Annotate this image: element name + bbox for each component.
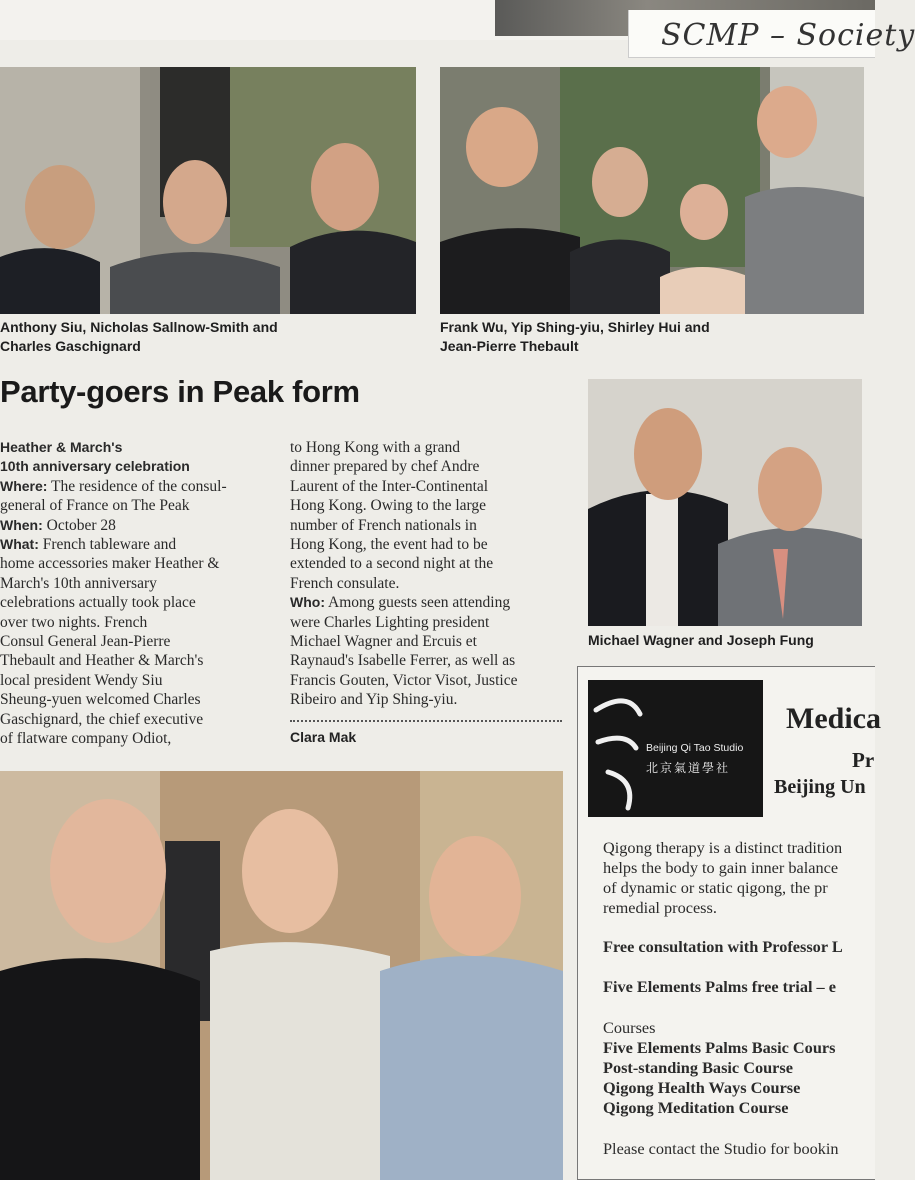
ad-consultation: Free consultation with Professor L xyxy=(603,937,843,956)
caption-line: Michael Wagner and Joseph Fung xyxy=(588,632,814,648)
ad-free-trial: Five Elements Palms free trial – e xyxy=(603,977,836,996)
ad-line: Qigong therapy is a distinct tradition xyxy=(603,838,843,857)
article-line: 10th anniversary celebration xyxy=(0,458,190,475)
photo-michael-joseph xyxy=(588,379,862,626)
article-line: extended to a second night at the xyxy=(290,555,494,573)
ad-line: remedial process. xyxy=(603,898,717,917)
article-line: French consulate. xyxy=(290,574,400,592)
article-line: celebrations actually took place xyxy=(0,594,196,612)
ad-courses-list xyxy=(603,1038,835,1118)
article-line: Sheung-yuen welcomed Charles xyxy=(0,691,201,709)
logo-chinese-name: 北京氣道學社 xyxy=(646,761,731,775)
photo2-caption xyxy=(440,318,710,356)
photo3-caption xyxy=(588,631,814,650)
article-line: dinner prepared by chef Andre xyxy=(290,458,480,476)
article-line: general of France on The Peak xyxy=(0,497,190,515)
article-headline: Party-goers in Peak form xyxy=(0,374,360,409)
article-column-1 xyxy=(0,438,275,749)
article-line: March's 10th anniversary xyxy=(0,574,157,592)
photo1-caption xyxy=(0,318,278,356)
article-column-2 xyxy=(290,438,570,710)
article-line: Michael Wagner and Ercuis et xyxy=(290,633,477,651)
article-line: Raynaud's Isabelle Ferrer, as well as xyxy=(290,652,516,670)
handwritten-note: SCMP – Society xyxy=(628,10,875,58)
ad-subtitle-1: Pr xyxy=(852,748,875,772)
article-byline: Clara Mak xyxy=(290,729,357,745)
ad-line: helps the body to gain inner balance xyxy=(603,858,839,877)
article-line: Ribeiro and Yip Shing-yiu. xyxy=(290,691,458,709)
ad-paragraph xyxy=(603,838,842,918)
ad-course-item: Qigong Meditation Course xyxy=(603,1098,789,1117)
caption-line: Anthony Siu, Nicholas Sallnow-Smith and xyxy=(0,319,278,335)
photo-anthony-nicholas-charles xyxy=(0,67,416,314)
article-line: home accessories maker Heather & xyxy=(0,555,220,573)
article-line: Thebault and Heather & March's xyxy=(0,652,204,670)
article-line: Laurent of the Inter-Continental xyxy=(290,477,489,495)
ad-title: Medica xyxy=(786,702,881,735)
photo-frank-yip-shirley-jeanpierre xyxy=(440,67,864,314)
article-line: What: French tableware and xyxy=(0,536,177,554)
ad-subtitle-2: Beijing Un xyxy=(774,776,866,798)
article-line: to Hong Kong with a grand xyxy=(290,439,461,456)
caption-line: Frank Wu, Yip Shing-yiu, Shirley Hui and xyxy=(440,319,710,335)
ad-contact: Please contact the Studio for bookin xyxy=(603,1139,839,1158)
caption-line: Jean-Pierre Thebault xyxy=(440,338,579,354)
caption-line: Charles Gaschignard xyxy=(0,338,141,354)
article-line: local president Wendy Siu xyxy=(0,671,163,689)
ad-course-item: Five Elements Palms Basic Cours xyxy=(603,1038,836,1057)
article-line: Gaschignard, the chief executive xyxy=(0,710,204,728)
byline-divider xyxy=(290,720,562,722)
article-line: Consul General Jean-Pierre xyxy=(0,633,171,651)
photo-three-women xyxy=(0,771,563,1180)
article-line: Hong Kong, the event had to be xyxy=(290,536,488,554)
ad-course-item: Qigong Health Ways Course xyxy=(603,1078,801,1097)
article-line: Francis Gouten, Victor Visot, Justice xyxy=(290,671,518,689)
article-line: Hong Kong. Owing to the large xyxy=(290,497,487,515)
ad-course-item: Post-standing Basic Course xyxy=(603,1058,793,1077)
article-line: Heather & March's xyxy=(0,439,123,455)
article-line: Where: The residence of the consul- xyxy=(0,477,227,495)
article-line: over two nights. French xyxy=(0,613,148,631)
article-line: Who: Among guests seen attending xyxy=(290,594,511,612)
ad-courses-heading: Courses xyxy=(603,1018,656,1037)
article-line: number of French nationals in xyxy=(290,516,477,534)
article-line: When: October 28 xyxy=(0,516,116,534)
ad-line: of dynamic or static qigong, the pr xyxy=(603,878,828,897)
qi-tao-studio-logo xyxy=(588,680,763,817)
article-line: of flatware company Odiot, xyxy=(0,730,172,748)
logo-english-name: Beijing Qi Tao Studio xyxy=(646,742,744,754)
article-line: were Charles Lighting president xyxy=(290,613,490,631)
